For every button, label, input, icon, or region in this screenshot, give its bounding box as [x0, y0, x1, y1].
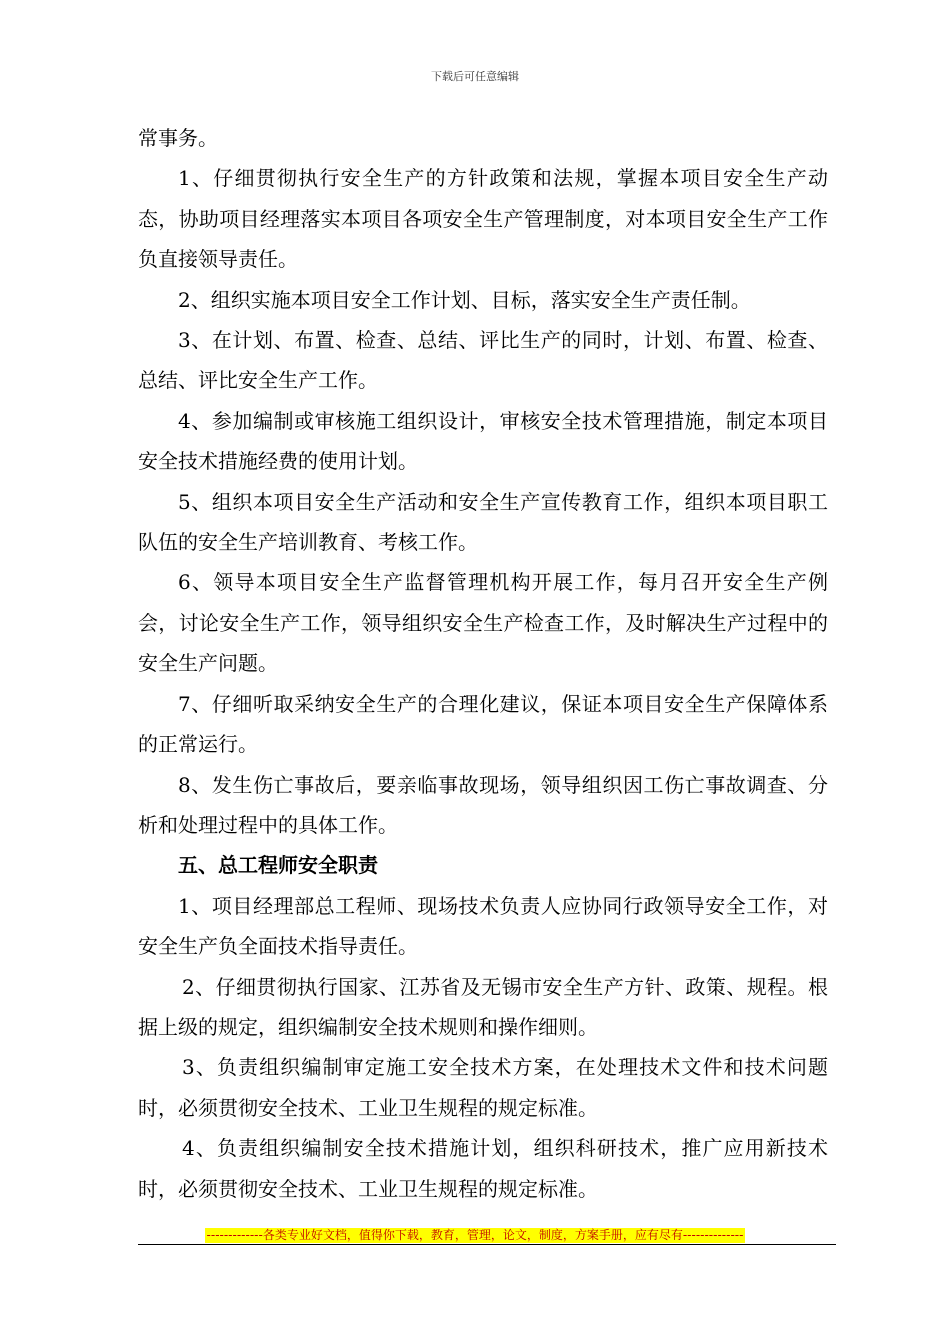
paragraph-section-item-1: 1、项目经理部总工程师、现场技术负责人应协同行政领导安全工作，对安全生产负全面技术指导责任。	[138, 893, 828, 959]
paragraph-item-7: 7、仔细听取采纳安全生产的合理化建议，保证本项目安全生产保障体系的正常运行。	[138, 691, 828, 757]
paragraph-item-2: 2、组织实施本项目安全工作计划、目标，落实安全生产责任制。	[178, 287, 751, 312]
paragraph-item-8: 8、发生伤亡事故后，要亲临事故现场，领导组织因工伤亡事故调查、分析和处理过程中的具体工作。	[138, 772, 828, 837]
paragraph-item-4: 4、参加编制或审核施工组织设计，审核安全技术管理措施，制定本项目安全技术措施经费的使用计划。	[138, 408, 828, 474]
section-heading: 五、总工程师安全职责	[178, 853, 378, 878]
footer-banner: -------------各类专业好文档，值得你下载，教育，管理，论文，制度，方案手册，应有尽有--------------	[206, 1228, 744, 1242]
document-body	[138, 118, 828, 1209]
page-header: 下载后可任意编辑	[431, 70, 519, 83]
paragraph-item-6: 6、领导本项目安全生产监督管理机构开展工作，每月召开安全生产例会，讨论安全生产工作，领导组织安全生产检查工作，及时解决生产过程中的安全生产问题。	[138, 570, 828, 676]
footer-divider	[138, 1244, 836, 1245]
paragraph-continuation: 常事务。	[138, 126, 218, 150]
paragraph-item-3: 3、在计划、布置、检查、总结、评比生产的同时，计划、布置、检查、总结、评比安全生产工作。	[138, 328, 828, 393]
paragraph-section-item-3: 3、负责组织编制审定施工安全技术方案，在处理技术文件和技术问题时，必须贯彻安全技术、工业卫生规程的规定标准。	[138, 1055, 828, 1120]
paragraph-section-item-4: 4、负责组织编制安全技术措施计划，组织科研技术，推广应用新技术时，必须贯彻安全技术、工业卫生规程的规定标准。	[138, 1136, 828, 1201]
paragraph-section-item-2: 2、仔细贯彻执行国家、江苏省及无锡市安全生产方针、政策、规程。根据上级的规定，组织编制安全技术规则和操作细则。	[138, 974, 828, 1039]
page-footer	[0, 1226, 950, 1244]
paragraph-item-1: 1、仔细贯彻执行安全生产的方针政策和法规，掌握本项目安全生产动态，协助项目经理落实本项目各项安全生产管理制度，对本项目安全生产工作负直接领导责任。	[138, 166, 828, 272]
paragraph-item-5: 5、组织本项目安全生产活动和安全生产宣传教育工作，组织本项目职工队伍的安全生产培训教育、考核工作。	[138, 489, 828, 555]
